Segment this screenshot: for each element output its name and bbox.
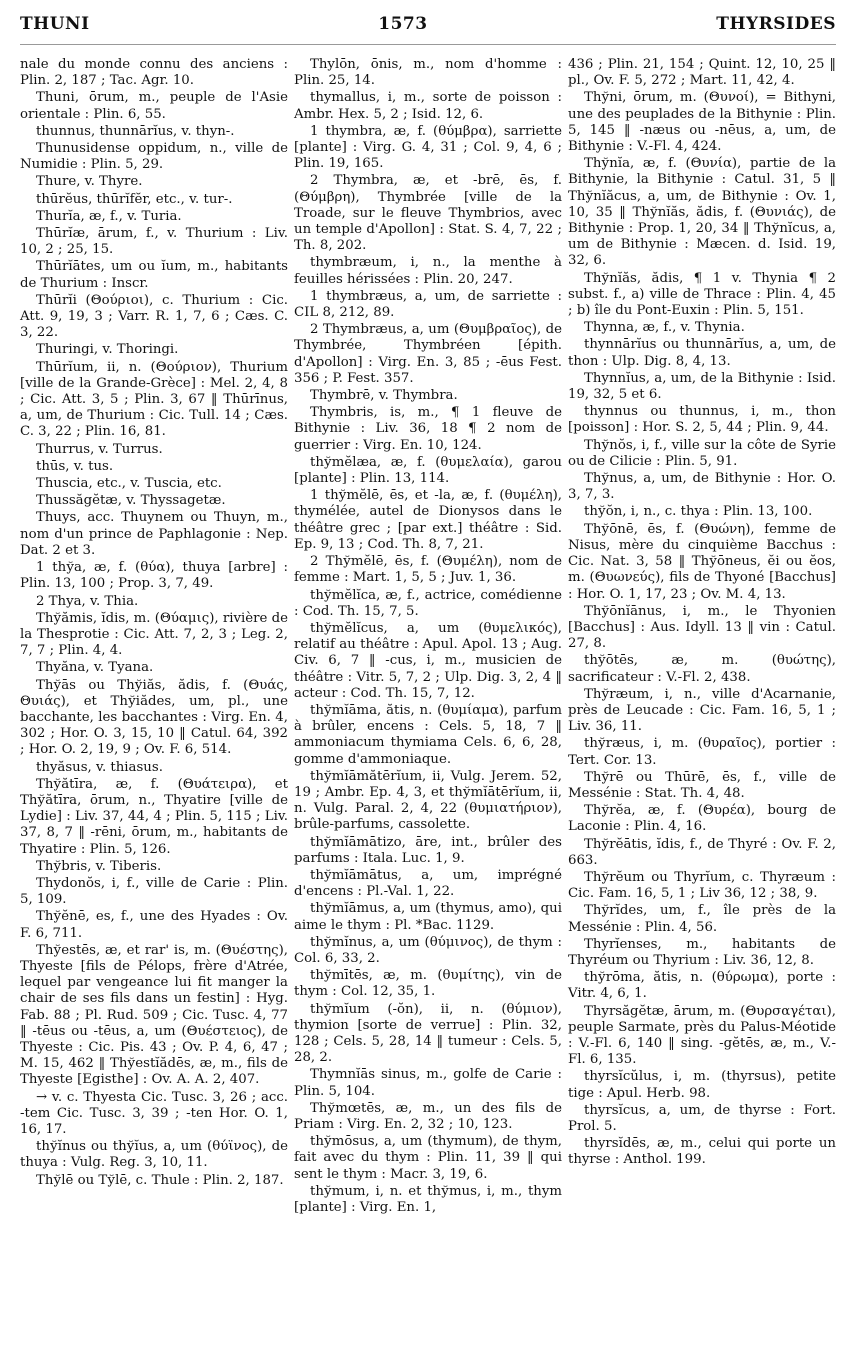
- dictionary-entry: Thўlē ou Tўlē, c. Thule : Plin. 2, 187.: [36, 1172, 284, 1188]
- dictionary-entry: Thўōnē, ēs, f. (Θυώνη), femme de Nisus, mère du cinquième Bacchus : Cic. Nat. 3, 58 ‖ Thўōneus, ĕi ou ĕos, m. (Θυωνεύς), fils de Thyoné [Bacchus] : Hor. O. 1, 17, 23 ; Ov. M. 4, 13.: [568, 521, 836, 602]
- dictionary-entry: 2 Thymbra, æ, et -brē, ēs, f. (Θύμβρη), Thymbrée [ville de la Troade, sur le fleuve Thymbrios, avec un temple d'Apollon] : Stat. S. 4, 7, 22 ; Th. 8, 202.: [294, 173, 562, 254]
- dictionary-entry: thўrōma, ătis, n. (θύρωμα), porte : Vitr. 4, 6, 1.: [568, 970, 836, 1002]
- dictionary-entry: Thўămis, ĭdis, m. (Θύαμις), rivière de la Thesprotie : Cic. Att. 7, 2, 3 ; Leg. 2, 7, 7 ; Plin. 4, 4.: [20, 610, 288, 659]
- dictionary-entry: Thuscia, etc., v. Tuscia, etc.: [36, 476, 222, 492]
- dictionary-entry: thymallus, i, m., sorte de poisson : Ambr. Hex. 5, 2 ; Isid. 12, 6.: [294, 90, 562, 122]
- dictionary-entry: thўmĕlæa, æ, f. (θυμελαία), garou [plante] : Plin. 13, 114.: [294, 454, 562, 487]
- header-left-guide-word: THUNI: [20, 14, 90, 34]
- dictionary-entry: 436 ; Plin. 21, 154 ; Quint. 12, 10, 25 ‖ pl., Ov. F. 5, 272 ; Mart. 11, 42, 4.: [568, 57, 836, 89]
- column-left: [20, 57, 288, 1217]
- dictionary-entry: Thydonŏs, i, f., ville de Carie : Plin. 5, 109.: [20, 875, 288, 908]
- dictionary-entry: Thўrĕātis, ĭdis, f., de Thyré : Ov. F. 2, 663.: [568, 836, 836, 868]
- dictionary-entry: thўmītēs, æ, m. (θυμίτης), vin de thym : Col. 12, 35, 1.: [294, 968, 562, 1000]
- dictionary-entry: Thuni, ōrum, m., peuple de l'Asie orientale : Plin. 6, 55.: [20, 90, 288, 122]
- dictionary-entry: thūrĕus, thūrĭfĕr, etc., v. tur-.: [36, 191, 233, 207]
- dictionary-entry: thyăsus, v. thiasus.: [36, 759, 163, 775]
- dictionary-entry: thўĭnus ou thўĭus, a, um (θύϊνος), de thuya : Vulg. Reg. 3, 10, 11.: [20, 1139, 288, 1171]
- columns-container: [20, 57, 836, 1217]
- dictionary-entry: Thўās ou Thўiăs, ădis, f. (Θυάς, Θυιάς), et Thўiădes, um, pl., une bacchante, les bacchantes : Virg. En. 4, 302 ; Hor. O. 3, 15, 10 ‖ Catul. 64, 392 ; Hor. O. 2, 19, 9 ; Ov. F. 6, 514.: [20, 677, 288, 758]
- dictionary-entry: thyrsĭcus, a, um, de thyrse : Fort. Prol. 5.: [568, 1102, 836, 1134]
- header-right-guide-word: THYRSIDES: [716, 14, 836, 34]
- dictionary-entry: Thyrsăgĕtæ, ārum, m. (Θυρσαγέται), peuple Sarmate, près du Palus-Méotide : V.-Fl. 6, 140 ‖ sing. -gĕtēs, æ, m., V.-Fl. 6, 135.: [568, 1003, 836, 1068]
- dictionary-entry: Thūrĭum, ii, n. (Θούριον), Thurium [ville de la Grande-Grèce] : Mel. 2, 4, 8 ; Cic. Att. 3, 5 ; Plin. 3, 67 ‖ Thūrīnus, a, um, de Thurium : Cic. Tull. 14 ; Cæs. C. 3, 22 ; Plin. 16, 81.: [20, 359, 288, 440]
- dictionary-entry: Thuringi, v. Thoringi.: [36, 342, 179, 358]
- dictionary-entry: 2 Thya, v. Thia.: [36, 593, 139, 609]
- column-right: [568, 57, 836, 1217]
- dictionary-entry: 2 Thymbræus, a, um (Θυμβραῖος), de Thymbrée, Thymbréen [épith. d'Apollon] : Virg. En. 3, 85 ; -ēus Fest. 356 ; P. Fest. 357.: [294, 322, 562, 386]
- column-middle: [294, 57, 562, 1217]
- dictionary-entry: Thўræum, i, n., ville d'Acarnanie, près de Leucade : Cic. Fam. 16, 5, 1 ; Liv. 36, 11.: [568, 686, 836, 735]
- dictionary-entry: Thўĕnē, es, f., une des Hyades : Ov. F. 6, 711.: [20, 909, 288, 941]
- dictionary-entry: thўŏn, i, n., c. thya : Plin. 13, 100.: [584, 504, 813, 520]
- dictionary-entry: thўmĭāma, ătis, n. (θυμίαμα), parfum à brûler, encens : Cels. 5, 18, 7 ‖ ammoniacum thymiama Cels. 6, 6, 28, gomme d'ammoniaque.: [294, 702, 562, 767]
- page-header: [20, 14, 836, 45]
- dictionary-entry: thunnus, thunnārĭus, v. thyn-.: [36, 123, 235, 139]
- dictionary-entry: 1 thўa, æ, f. (θύα), thuya [arbre] : Plin. 13, 100 ; Prop. 3, 7, 49.: [20, 560, 288, 592]
- dictionary-entry: 1 thymbra, æ, f. (θύμβρα), sarriette [plante] : Virg. G. 4, 31 ; Col. 9, 4, 6 ; Plin. 19, 165.: [294, 123, 562, 172]
- dictionary-entry: Thymbris, is, m., ¶ 1 fleuve de Bithynie : Liv. 36, 18 ¶ 2 nom de guerrier : Virg. En. 10, 124.: [294, 405, 562, 453]
- dictionary-entry: thўmĕlĭcus, a, um (θυμελικός), relatif au théâtre : Apul. Apol. 13 ; Aug. Civ. 6, 7 ‖ -cus, i, m., musicien de théâtre : Vitr. 5, 7, 2 ; Ulp. Dig. 3, 2, 4 ‖ acteur : Cod. Th. 15, 7, 12.: [294, 620, 562, 701]
- dictionary-entry: Thўrĕum ou Thyrĭum, c. Thyræum : Cic. Fam. 16, 5, 1 ; Liv 36, 12 ; 38, 9.: [568, 869, 836, 902]
- dictionary-entry: thўmōsus, a, um (thymum), de thym, fait avec du thym : Plin. 11, 39 ‖ qui sent le thym : Macr. 3, 19, 6.: [294, 1134, 562, 1182]
- dictionary-entry: Thynna, æ, f., v. Thynia.: [584, 320, 745, 336]
- dictionary-entry: thymbræum, i, n., la menthe à feuilles hérissées : Plin. 20, 247.: [294, 255, 562, 287]
- dictionary-entry: Thўbris, v. Tiberis.: [36, 858, 162, 874]
- dictionary-entry: 1 thymbræus, a, um, de sarriette : CIL 8, 212, 89.: [294, 288, 562, 321]
- dictionary-entry: Thurrus, v. Turrus.: [36, 441, 163, 457]
- dictionary-entry: Thўnus, a, um, de Bithynie : Hor. O. 3, 7, 3.: [568, 471, 836, 503]
- dictionary-entry: thўmĭum (-ŏn), ii, n. (θύμιον), thymion [sorte de verrue] : Plin. 32, 128 ; Cels. 5, 28, 14 ‖ tumeur : Cels. 5, 28, 2.: [294, 1001, 562, 1066]
- dictionary-entry: thynnārĭus ou thunnārĭus, a, um, de thon : Ulp. Dig. 8, 4, 13.: [568, 337, 836, 369]
- dictionary-entry: thyrsĭcŭlus, i, m. (thyrsus), petite tige : Apul. Herb. 98.: [568, 1069, 836, 1101]
- dictionary-entry: Thўrĕa, æ, f. (Θυρέα), bourg de Laconie : Plin. 4, 16.: [568, 803, 836, 835]
- dictionary-entry: Thūrĭæ, ārum, f., v. Thurium : Liv. 10, 2 ; 25, 15.: [20, 226, 288, 258]
- dictionary-entry: thўmĕlĭca, æ, f., actrice, comédienne : Cod. Th. 15, 7, 5.: [294, 587, 562, 619]
- dictionary-entry: Thussăgĕtæ, v. Thyssagetæ.: [36, 493, 226, 509]
- dictionary-entry: Thўnŏs, i, f., ville sur la côte de Syrie ou de Cilicie : Plin. 5, 91.: [568, 437, 836, 469]
- dictionary-entry: Thyrĭenses, m., habitants de Thyréum ou Thyrium : Liv. 36, 12, 8.: [568, 936, 836, 968]
- dictionary-entry: Thūrĭi (Θούριοι), c. Thurium : Cic. Att. 9, 19, 3 ; Varr. R. 1, 7, 6 ; Cæs. C. 3, 22.: [20, 292, 288, 341]
- dictionary-entry: 2 Thўmĕlē, ēs, f. (Θυμέλη), nom de femme : Mart. 1, 5, 5 ; Juv. 1, 36.: [294, 554, 562, 586]
- dictionary-entry: Thўătīra, æ, f. (Θυάτειρα), et Thўătīra, ōrum, n., Thyatire [ville de Lydie] : Liv. 37, 44, 4 ; Plin. 5, 115 ; Liv. 37, 8, 7 ‖ -rēni, ōrum, m., habitants de Thyatire : Plin. 5, 126.: [20, 776, 288, 857]
- dictionary-entry: thўmĭnus, a, um (θύμινος), de thym : Col. 6, 33, 2.: [294, 934, 562, 966]
- dictionary-entry: thўōtēs, æ, m. (θυώτης), sacrificateur : V.-Fl. 2, 438.: [568, 653, 836, 685]
- dictionary-entry: thўmĭāmātizo, āre, int., brûler des parfums : Itala. Luc. 1, 9.: [294, 834, 562, 866]
- dictionary-entry: thўmĭāmus, a, um (thymus, amo), qui aime le thym : Pl. *Bac. 1129.: [294, 901, 562, 933]
- page-number: 1573: [378, 14, 428, 34]
- dictionary-entry: Thure, v. Thyre.: [36, 174, 143, 190]
- dictionary-entry: Thyăna, v. Tyana.: [36, 660, 154, 676]
- dictionary-entry: thўræus, i, m. (θυραῖος), portier : Tert. Cor. 13.: [568, 736, 836, 768]
- dictionary-entry: Thўnĭa, æ, f. (Θυνία), partie de la Bithynie, la Bithynie : Catul. 31, 5 ‖ Thўnĭăcus, a, um, de Bithynie : Ov. 1, 10, 35 ‖ Thўnĭăs, ădis, f. (Θυνιάς), de Bithynie : Prop. 1, 20, 34 ‖ Thўnĭcus, a, um de Bithynie : Mæcen. d. Isid. 19, 32, 6.: [568, 156, 836, 269]
- dictionary-entry: thўmĭāmătērĭum, ii, Vulg. Jerem. 52, 19 ; Ambr. Ep. 4, 3, et thўmĭātērĭum, ii, n. Vulg. Paral. 2, 4, 22 (θυμιατήριον), brûle-parfums, cassolette.: [294, 768, 562, 833]
- dictionary-entry: Thylōn, ōnis, m., nom d'homme : Plin. 25, 14.: [294, 57, 562, 89]
- dictionary-entry: nale du monde connu des anciens : Plin. 2, 187 ; Tac. Agr. 10.: [20, 57, 288, 89]
- dictionary-entry: Thўmœtēs, æ, m., un des fils de Priam : Virg. En. 2, 32 ; 10, 123.: [294, 1100, 562, 1132]
- dictionary-entry: Thūrĭātes, um ou ĭum, m., habitants de Thurium : Inscr.: [20, 259, 288, 291]
- dictionary-entry: Thynnĭus, a, um, de la Bithynie : Isid. 19, 32, 5 et 6.: [568, 370, 836, 403]
- dictionary-entry: thўmĭāmātus, a, um, imprégné d'encens : Pl.-Val. 1, 22.: [294, 867, 562, 900]
- dictionary-entry: Thўōnĭānus, i, m., le Thyonien [Bacchus] : Aus. Idyll. 13 ‖ vin : Catul. 27, 8.: [568, 603, 836, 652]
- dictionary-entry: Thymbrē, v. Thymbra.: [310, 388, 458, 404]
- dictionary-entry: thўmum, i, n. et thўmus, i, m., thym [plante] : Virg. En. 1,: [294, 1183, 562, 1216]
- dictionary-entry: 1 thўmĕlē, ēs, et -la, æ, f. (θυμέλη), thymélée, autel de Dionysos dans le théâtre grec ; [par ext.] théâtre : Sid. Ep. 9, 13 ; Cod. Th. 8, 7, 21.: [294, 488, 562, 552]
- dictionary-entry: Thўni, ōrum, m. (Θυνοί), = Bithyni, une des peuplades de la Bithynie : Plin. 5, 145 ‖ -næus ou -nēus, a, um, de Bithynie : V.-Fl. 4, 424.: [568, 90, 836, 155]
- dictionary-entry: → v. c. Thyesta Cic. Tusc. 3, 26 ; acc. -tem Cic. Tusc. 3, 39 ; -ten Hor. O. 1, 16, 17.: [20, 1089, 288, 1137]
- dictionary-entry: Thurĭa, æ, f., v. Turia.: [36, 208, 182, 224]
- dictionary-entry: Thymnĭās sinus, m., golfe de Carie : Plin. 5, 104.: [294, 1067, 562, 1099]
- dictionary-entry: thynnus ou thunnus, i, m., thon [poisson] : Hor. S. 2, 5, 44 ; Plin. 9, 44.: [568, 404, 836, 436]
- dictionary-entry: Thўnĭăs, ădis, ¶ 1 v. Thynia ¶ 2 subst. f., a) ville de Thrace : Plin. 4, 45 ; b) île du Pont-Euxin : Plin. 5, 151.: [568, 270, 836, 319]
- dictionary-entry: Thўrē ou Thūrē, ēs, f., ville de Messénie : Stat. Th. 4, 48.: [568, 769, 836, 801]
- dictionary-entry: Thunusidense oppidum, n., ville de Numidie : Plin. 5, 29.: [20, 141, 288, 173]
- dictionary-entry: Thўrĭdes, um, f., île près de la Messénie : Plin. 4, 56.: [568, 903, 836, 935]
- dictionary-entry: thūs, v. tus.: [36, 458, 114, 474]
- dictionary-entry: thyrsĭdēs, æ, m., celui qui porte un thyrse : Anthol. 199.: [568, 1136, 836, 1168]
- dictionary-entry: Thўestēs, æ, et rar' is, m. (Θυέστης), Thyeste [fils de Pélops, frère d'Atrée, lequel par vengeance lui fit manger la chair de ses fils dans un festin] : Hyg. Fab. 88 ; Pl. Rud. 509 ; Cic. Tusc. 4, 77 ‖ -tēus ou -tēus, a, um (Θυέστειος), de Thyeste : Cic. Pis. 43 ; Ov. P. 4, 6, 47 ; M. 15, 462 ‖ Thўestĭădēs, æ, m., fils de Thyeste [Egisthe] : Ov. A. A. 2, 407.: [20, 942, 288, 1088]
- dictionary-entry: Thuys, acc. Thuynem ou Thuyn, m., nom d'un prince de Paphlagonie : Nep. Dat. 2 et 3.: [20, 510, 288, 558]
